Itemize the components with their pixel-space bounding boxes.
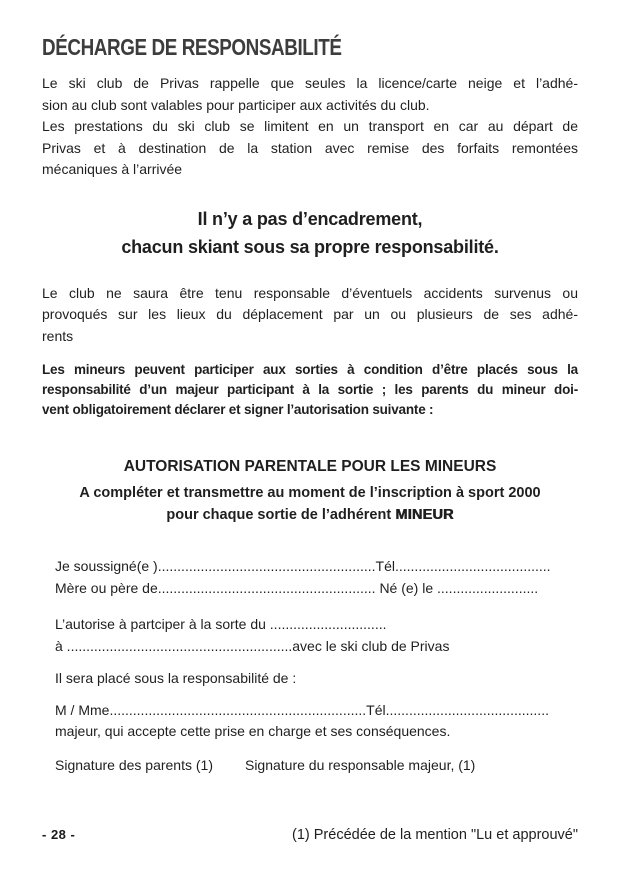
- text-line: rents: [42, 327, 74, 344]
- text-line: Le club ne saura être tenu responsable d’éventuels accidents survenus ou: [42, 284, 578, 301]
- mineur-emphasis: MINEUR: [395, 506, 454, 523]
- page-number: - 28 -: [42, 827, 76, 842]
- signature-row: [55, 755, 578, 777]
- page-title: DÉCHARGE DE RESPONSABILITÉ: [42, 34, 342, 60]
- authorization-subheading: [42, 483, 578, 526]
- page-footer: [42, 827, 578, 843]
- signature-parents-label: Signature des parents (1): [55, 756, 213, 773]
- text-line: Privas et à destination de la station avec remise des forfaits remontées: [42, 139, 578, 156]
- subheading-line-1: A compléter et transmettre au moment de l’inscription à sport 2000: [79, 485, 541, 501]
- destination-field-line: à ..........................................................avec le ski club de Privas: [55, 637, 450, 654]
- mere-pere-ne-le-field-line: Mère ou père de........................................................ Né (e) le ..........................: [55, 579, 539, 596]
- no-supervision-statement: [42, 205, 578, 261]
- statement-line-1: Il n’y a pas d’encadrement,: [197, 208, 423, 229]
- text-line: Les prestations du ski club se limitent en un transport en car au départ de: [42, 118, 578, 134]
- subheading-line-2: [42, 505, 578, 527]
- text-line: Le ski club de Privas rappelle que seules la licence/carte neige et l’adhé-: [42, 75, 578, 91]
- intro-paragraph-2: [42, 116, 578, 181]
- text-line: responsabilité d’un majeur participant à la sortie ; les parents du mineur doi-: [42, 382, 578, 397]
- m-mme-tel-field-line: M / Mme..................................................................Tél..........................................: [55, 701, 549, 718]
- majeur-acceptance-line: majeur, qui accepte cette prise en charge et ses conséquences.: [55, 723, 451, 739]
- footnote-lu-et-approuve: (1) Précédée de la mention "Lu et approuvé": [292, 827, 578, 843]
- identity-fields-group: [55, 556, 578, 599]
- guardian-fields-group: [55, 700, 578, 743]
- liability-paragraph: [42, 283, 578, 348]
- autorise-sortie-field-line: L’autorise à partciper à la sorte du ..............................: [55, 616, 387, 632]
- responsibility-intro-group: [55, 668, 578, 690]
- soussigne-tel-field-line: Je soussigné(e )........................................................Tél........................................: [55, 558, 551, 574]
- subheading-line-2-text: pour chaque sortie de l’adhérent: [166, 506, 396, 523]
- authorization-heading: AUTORISATION PARENTALE POUR LES MINEURS: [123, 458, 497, 475]
- authorization-form: [55, 556, 578, 776]
- text-line: provoqués sur les lieux du déplacement par un ou plusieurs de ses adhé-: [42, 306, 578, 322]
- text-line: mécaniques à l’arrivée: [42, 161, 183, 177]
- signature-majeur-label: Signature du responsable majeur, (1): [244, 756, 476, 773]
- outing-fields-group: [55, 614, 578, 657]
- minors-paragraph: [42, 360, 578, 420]
- statement-line-2: chacun skiant sous sa propre responsabilité.: [121, 236, 499, 257]
- intro-paragraph-1: [42, 73, 578, 116]
- responsabilite-label: Il sera placé sous la responsabilité de :: [55, 670, 297, 686]
- text-line: Les mineurs peuvent participer aux sorties à condition d’être placés sous la: [42, 362, 578, 377]
- text-line: vent obligatoirement déclarer et signer l’autorisation suivante :: [42, 402, 434, 417]
- text-line: sion au club sont valables pour participer aux activités du club.: [42, 96, 430, 113]
